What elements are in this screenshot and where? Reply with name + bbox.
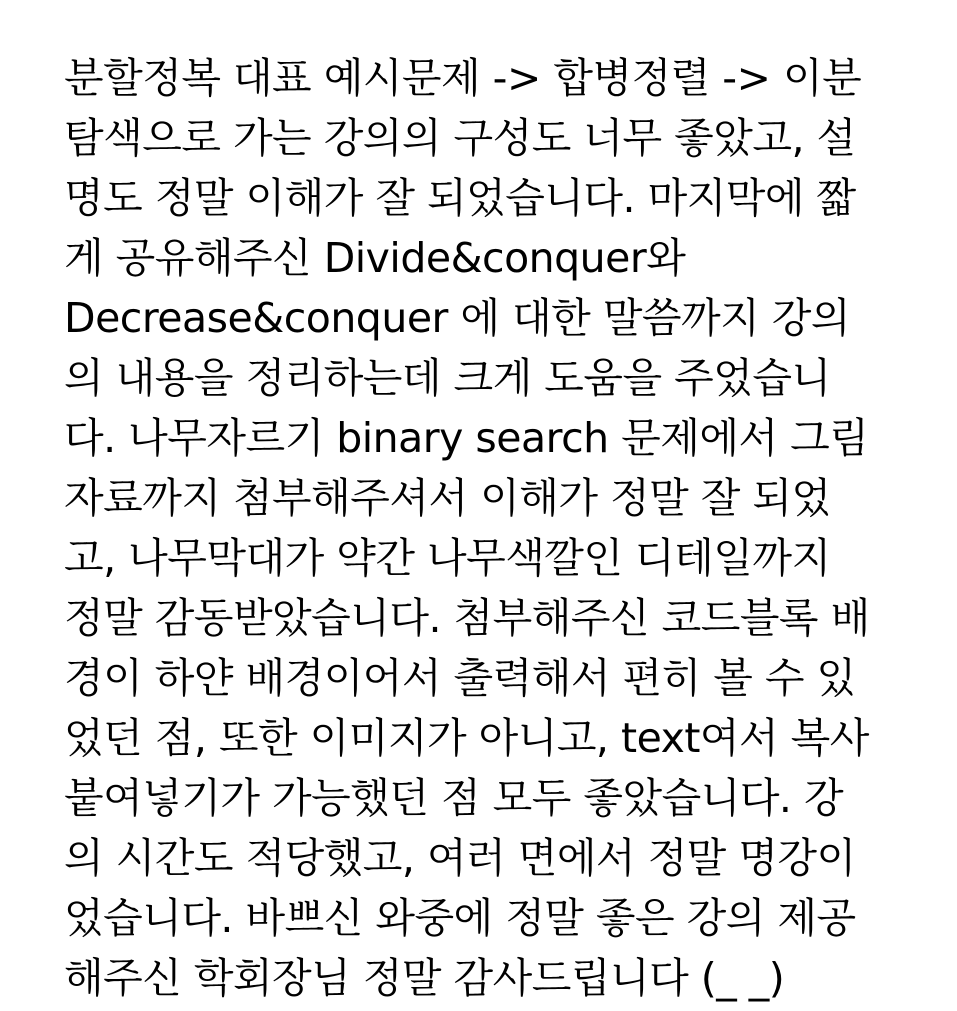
review-line-15: 었습니다. 바쁘신 와중에 정말 좋은 강의 제공 bbox=[64, 894, 856, 942]
review-line-11: 경이 하얀 배경이어서 출력해서 편히 볼 수 있 bbox=[64, 654, 856, 702]
review-line-13: 붙여넣기가 가능했던 점 모두 좋았습니다. 강 bbox=[64, 774, 844, 822]
review-line-3: 명도 정말 이해가 잘 되었습니다. 마지막에 짧 bbox=[64, 174, 856, 222]
review-line-8: 자료까지 첨부해주셔서 이해가 정말 잘 되었 bbox=[64, 474, 831, 522]
review-line-16: 해주신 학회장님 정말 감사드립니다 (_ _) bbox=[64, 954, 785, 1002]
review-text-block bbox=[64, 48, 924, 1008]
review-line-12: 었던 점, 또한 이미지가 아니고, text여서 복사 bbox=[64, 714, 869, 762]
review-line-2: 탐색으로 가는 강의의 구성도 너무 좋았고, 설 bbox=[64, 114, 856, 162]
review-line-5: Decrease&conquer 에 대한 말씀까지 강의 bbox=[64, 294, 850, 342]
review-line-4: 게 공유해주신 Divide&conquer와 bbox=[64, 234, 686, 282]
review-line-9: 고, 나무막대가 약간 나무색깔인 디테일까지 bbox=[64, 534, 831, 582]
review-line-6: 의 내용을 정리하는데 크게 도움을 주었습니 bbox=[64, 354, 831, 402]
review-line-10: 정말 감동받았습니다. 첨부해주신 코드블록 배 bbox=[64, 594, 870, 642]
review-line-14: 의 시간도 적당했고, 여러 면에서 정말 명강이 bbox=[64, 834, 856, 882]
review-line-7: 다. 나무자르기 binary search 문제에서 그림 bbox=[64, 414, 869, 462]
review-line-1: 분할정복 대표 예시문제 -> 합병정렬 -> 이분 bbox=[64, 54, 862, 102]
